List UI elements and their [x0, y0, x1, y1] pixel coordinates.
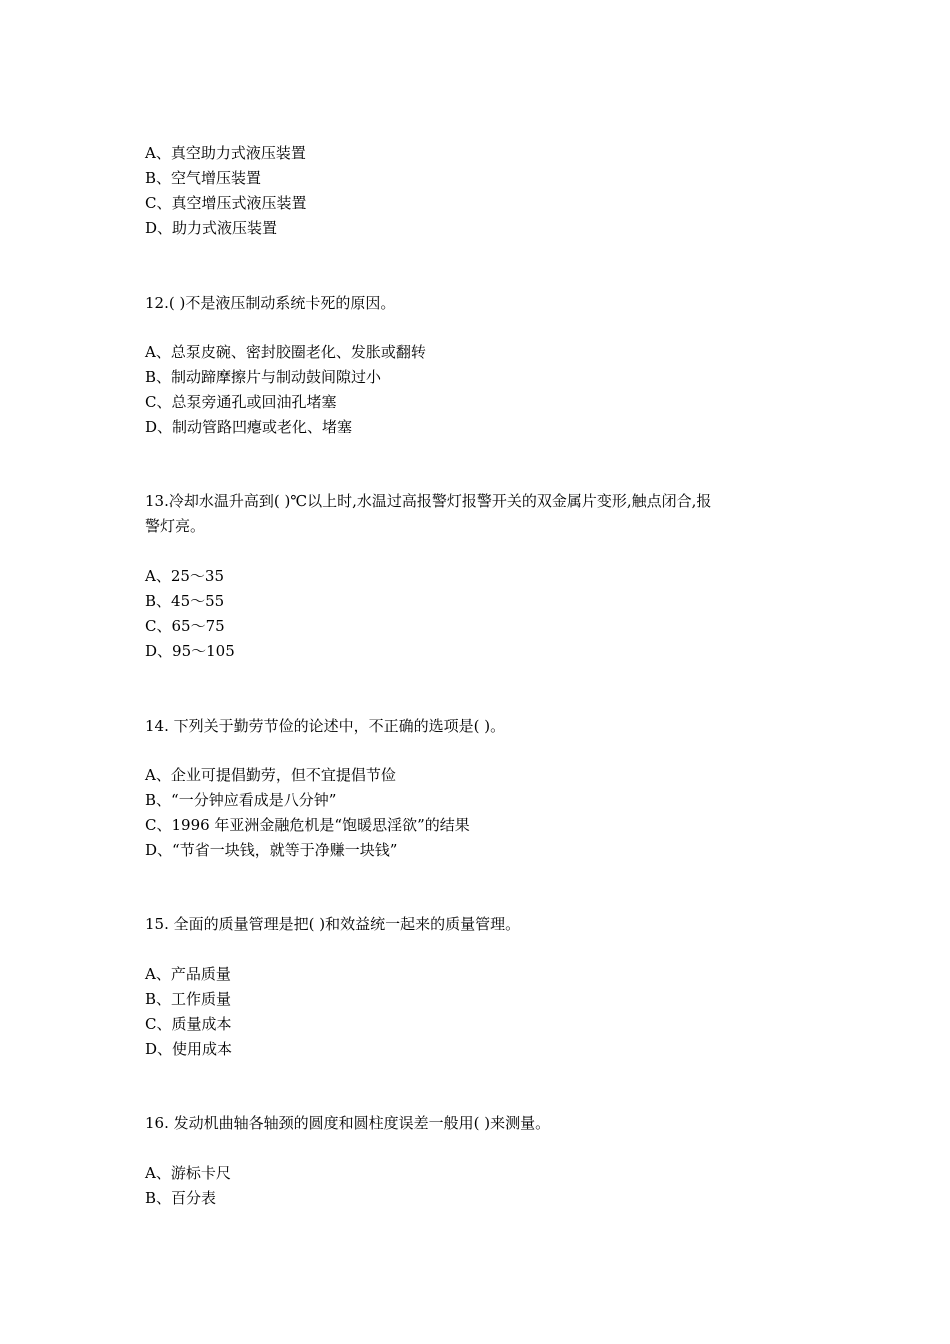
- q13-option-b: B、45～55: [145, 592, 225, 610]
- q14-option-b: B、“一分钟应看成是八分钟”: [145, 791, 337, 809]
- q14-option-a: A、企业可提倡勤劳，但不宜提倡节俭: [145, 766, 396, 784]
- question-12-text: 12.( )不是液压制动系统卡死的原因。: [145, 294, 396, 312]
- q15-option-c: C、质量成本: [145, 1015, 232, 1033]
- question-16-text: 16. 发动机曲轴各轴颈的圆度和圆柱度误差一般用( )来测量。: [145, 1114, 551, 1132]
- option-d: D、助力式液压装置: [145, 219, 278, 237]
- q13-option-d: D、95～105: [145, 642, 235, 660]
- option-b: B、空气增压装置: [145, 169, 262, 187]
- q13-option-a: A、25～35: [145, 567, 225, 585]
- q16-option-b: B、百分表: [145, 1189, 217, 1207]
- question-14-text: 14. 下列关于勤劳节俭的论述中，不正确的选项是( )。: [145, 717, 506, 735]
- q13-option-c: C、65～75: [145, 617, 225, 635]
- q12-option-b: B、制动蹄摩擦片与制动鼓间隙过小: [145, 368, 382, 386]
- q14-option-c: C、1996 年亚洲金融危机是“饱暖思淫欲”的结果: [145, 816, 470, 834]
- q15-option-a: A、产品质量: [145, 965, 231, 983]
- q12-option-d: D、制动管路凹瘪或老化、堵塞: [145, 418, 353, 436]
- question-13-text-line2: 警灯亮。: [145, 517, 206, 535]
- q15-option-b: B、工作质量: [145, 990, 232, 1008]
- question-15-text: 15. 全面的质量管理是把( )和效益统一起来的质量管理。: [145, 915, 521, 933]
- q16-option-a: A、游标卡尺: [145, 1164, 231, 1182]
- q12-option-a: A、总泵皮碗、密封胶圈老化、发胀或翻转: [145, 343, 426, 361]
- q12-option-c: C、总泵旁通孔或回油孔堵塞: [145, 393, 337, 411]
- option-c: C、真空增压式液压装置: [145, 194, 307, 212]
- q14-option-d: D、“节省一块钱，就等于净赚一块钱”: [145, 841, 398, 859]
- option-a: A、真空助力式液压装置: [145, 144, 306, 162]
- q15-option-d: D、使用成本: [145, 1040, 233, 1058]
- question-13-text-line1: 13.冷却水温升高到( )℃以上时,水温过高报警灯报警开关的双金属片变形,触点闭合,报: [145, 492, 712, 510]
